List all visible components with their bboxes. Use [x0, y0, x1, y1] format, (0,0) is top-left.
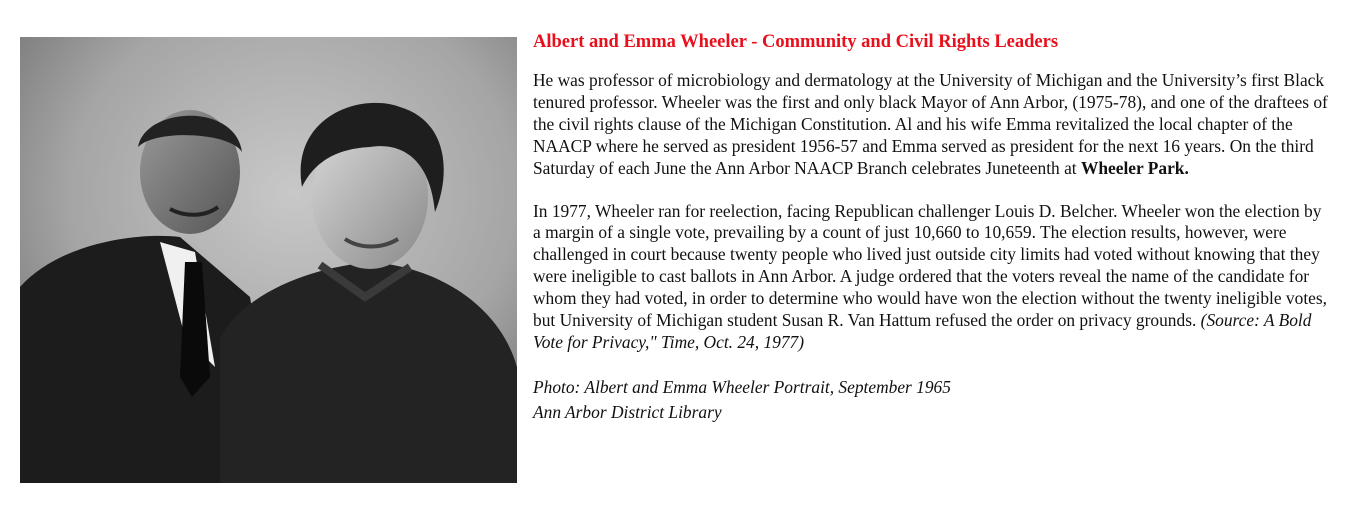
article-title: Albert and Emma Wheeler - Community and Civil Rights Leaders	[533, 32, 1059, 52]
election-text: In 1977, Wheeler ran for reelection, facing Republican challenger Louis D. Belcher. Wheeler won the election by a margin of a single vote, prevailing by a count of just 10,660 to 10,659. The election results, however, were challenged in court because twenty people who lived just outside city limits had voted without knowing that they were ineligible to cast ballots in Ann Arbor. A judge ordered that the voters reveal the name of the candidate for whom they had voted, in order to determine who would have won the election without the twenty ineligible votes, but University of Michigan student Susan R. Van Hattum refused the order on privacy grounds.	[533, 200, 1327, 331]
wheeler-park-bold: Wheeler Park.	[1080, 157, 1189, 178]
article	[533, 30, 1333, 425]
caption-line-2: Ann Arbor District Library	[533, 401, 722, 422]
portrait-photo-icon	[20, 37, 517, 483]
election-paragraph	[533, 201, 1333, 354]
portrait-photo	[20, 37, 517, 483]
biography-text: He was professor of microbiology and dermatology at the University of Michigan and the University’s first Black tenured professor. Wheeler was the first and only black Mayor of Ann Arbor, (1975-78), and one of the draftees of the civil rights clause of the Michigan Constitution. Al and his wife Emma revitalized the local chapter of the NAACP where he served as president 1956-57 and Emma served as president for the next 16 years. On the third Saturday of each June the Ann Arbor NAACP Branch celebrates Juneteenth at	[533, 70, 1328, 178]
photo-caption	[533, 375, 1333, 425]
biography-paragraph	[533, 70, 1333, 180]
source-citation: (Source: A Bold Vote for Privacy," Time, Oct. 24, 1977)	[533, 310, 1312, 352]
caption-line-1: Photo: Albert and Emma Wheeler Portrait, September 1965	[533, 376, 951, 397]
